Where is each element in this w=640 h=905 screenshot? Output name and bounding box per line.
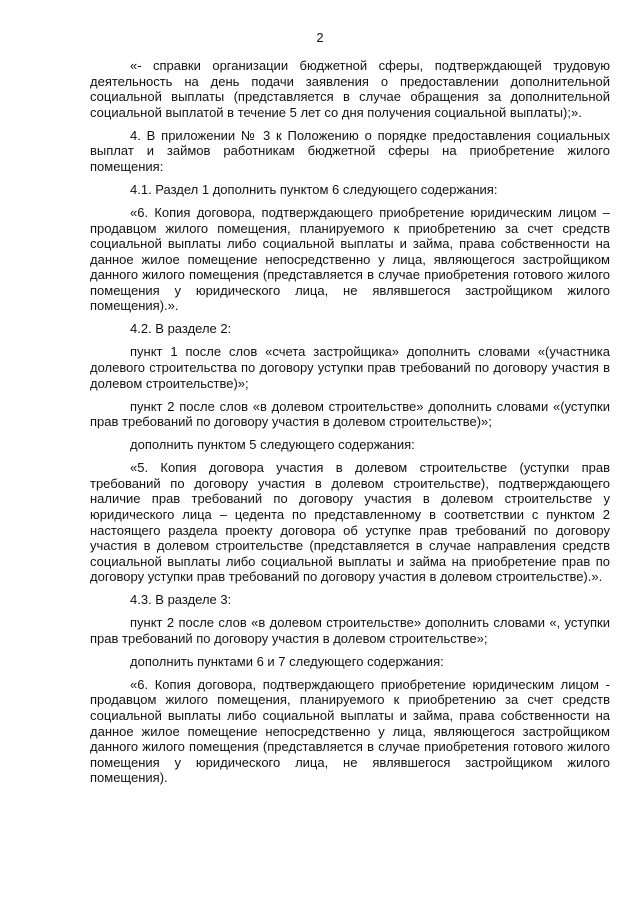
paragraph-5: 4.2. В разделе 2: (130, 321, 232, 337)
paragraph-11: пункт 2 после слов «в долевом строительстве» дополнить словами «, уступки прав требований по договору участия в долевом строительстве»; (90, 615, 610, 646)
paragraph-9: «5. Копия договора участия в долевом строительстве (уступки прав требований по договору участия в долевом строительстве), подтверждающего наличие прав требований по договору участия в долевом строительстве у юридического лица – цедента по представленному в соответствии с пунктом 2 настоящего раздела проекту договора об уступке прав требований по договору участия в долевом строительстве (представляется в случае направления средств социальной выплаты либо социальной выплаты и займа на приобретение прав по договору уступки прав требований по договору участия в долевом строительстве).». (90, 460, 610, 585)
paragraph-4: «6. Копия договора, подтверждающего приобретение юридическим лицом – продавцом жилого помещения, планируемого к приобретению за счет средств социальной выплаты либо социальной выплаты и займа, права собственности на данное жилое помещение непосредственно у лица, являющегося застройщиком данного жилого помещения (представляется в случае приобретения готового жилого помещения у юридического лица, не являвшегося застройщиком жилого помещения).». (90, 204, 610, 314)
paragraph-3: 4.1. Раздел 1 дополнить пунктом 6 следующего содержания: (130, 181, 498, 197)
paragraph-6: пункт 1 после слов «счета застройщика» дополнить словами «(участника долевого строительства по договору уступки прав требований по договору участия в долевом строительстве)»; (90, 344, 610, 391)
paragraph-2: 4. В приложении № 3 к Положению о порядке предоставления социальных выплат и займов работникам бюджетной сферы на приобретение жилого помещения: (90, 127, 610, 174)
page-number: 2 (316, 30, 324, 45)
paragraph-10: 4.3. В разделе 3: (130, 592, 232, 608)
document-body (90, 58, 610, 793)
paragraph-8: дополнить пунктом 5 следующего содержания: (130, 437, 415, 453)
paragraph-12: дополнить пунктами 6 и 7 следующего содержания: (130, 653, 444, 669)
paragraph-7: пункт 2 после слов «в долевом строительстве» дополнить словами «(уступки прав требований по договору участия в долевом строительстве)»; (90, 398, 610, 430)
paragraph-1: «- справки организации бюджетной сферы, подтверждающей трудовую деятельность на день подачи заявления о предоставлении дополнительной социальной выплаты (представляется в случае обращения за дополнительной социальной выплатой в течение 5 лет со дня получения социальной выплаты);». (90, 58, 610, 120)
paragraph-13: «6. Копия договора, подтверждающего приобретение юридическим лицом - продавцом жилого помещения, планируемого к приобретению за счет средств социальной выплаты либо социальной выплаты и займа, права собственности на данное жилое помещение непосредственно у лица, являющегося застройщиком данного жилого помещения (представляется в случае приобретения готового жилого помещения у юридического лица, не являвшегося застройщиком жилого помещения). (90, 676, 610, 786)
